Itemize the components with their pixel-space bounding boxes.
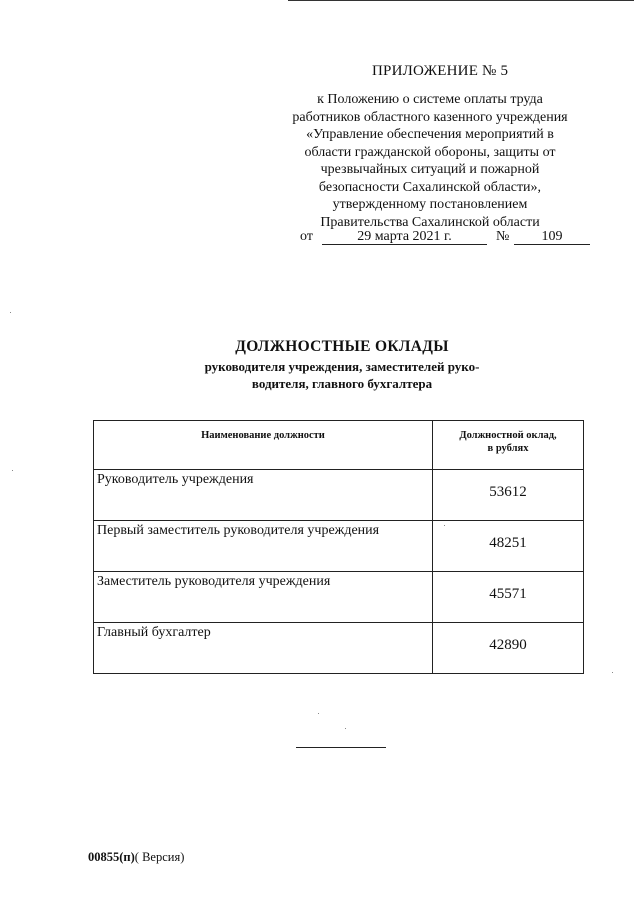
- salary-cell: 42890: [433, 623, 584, 674]
- number-prefix: №: [496, 229, 510, 244]
- appendix-reference: [280, 91, 580, 231]
- scan-speck: [10, 312, 11, 313]
- salary-cell: 45571: [433, 572, 584, 623]
- appendix-line: Правительства Сахалинской области: [320, 214, 540, 230]
- table-row: [94, 623, 584, 674]
- decree-date: 29 марта 2021 г.: [322, 228, 487, 245]
- document-title: ДОЛЖНОСТНЫЕ ОКЛАДЫ: [235, 338, 449, 355]
- table-header-row: [94, 421, 584, 470]
- subtitle-line-1: руководителя учреждения, заместителей руко-: [204, 359, 480, 374]
- appendix-line: утвержденному постановлением: [332, 197, 528, 212]
- subtitle-line-2: водителя, главного бухгалтера: [251, 376, 433, 391]
- salary-table: [93, 420, 584, 674]
- salary-header-line-2: в рублях: [487, 443, 529, 454]
- scan-speck: [612, 672, 613, 673]
- scan-speck: [444, 525, 445, 526]
- appendix-line: области гражданской обороны, защиты от: [304, 144, 556, 160]
- appendix-line: безопасности Сахалинской области»,: [318, 179, 542, 195]
- column-header-salary: [433, 421, 584, 470]
- table-row: [94, 470, 584, 521]
- scan-speck: [12, 470, 13, 471]
- top-rule: [288, 0, 634, 1]
- position-cell: Главный бухгалтер: [94, 623, 433, 674]
- table-row: [94, 521, 584, 572]
- column-header-position: Наименование должности: [94, 421, 433, 470]
- salary-cell: 48251: [433, 521, 584, 572]
- document-subtitle: [100, 358, 584, 392]
- appendix-line: к Положению о системе оплаты труда: [317, 92, 543, 107]
- table-row: [94, 572, 584, 623]
- date-prefix: от: [300, 229, 313, 244]
- position-cell: Руководитель учреждения: [94, 470, 433, 521]
- document-reference: [88, 850, 184, 865]
- decree-number: 109: [514, 228, 590, 245]
- salary-header-line-1: Должностной оклад,: [459, 430, 557, 441]
- document-version: ( Версия): [134, 850, 185, 864]
- position-cell: Заместитель руководителя учреждения: [94, 572, 433, 623]
- salary-cell: 53612: [433, 470, 584, 521]
- document-code: 00855(п): [88, 850, 135, 864]
- scan-speck: [318, 713, 319, 714]
- appendix-line: чрезвычайных ситуаций и пожарной: [320, 162, 540, 177]
- appendix-line: работников областного казенного учреждения: [292, 109, 568, 125]
- scan-speck: [345, 728, 346, 729]
- position-cell: Первый заместитель руководителя учреждения: [94, 521, 433, 572]
- decree-date-line: [300, 228, 600, 248]
- closing-rule: [296, 747, 386, 748]
- appendix-title: ПРИЛОЖЕНИЕ № 5: [372, 63, 509, 79]
- appendix-line: «Управление обеспечения мероприятий в: [306, 127, 554, 142]
